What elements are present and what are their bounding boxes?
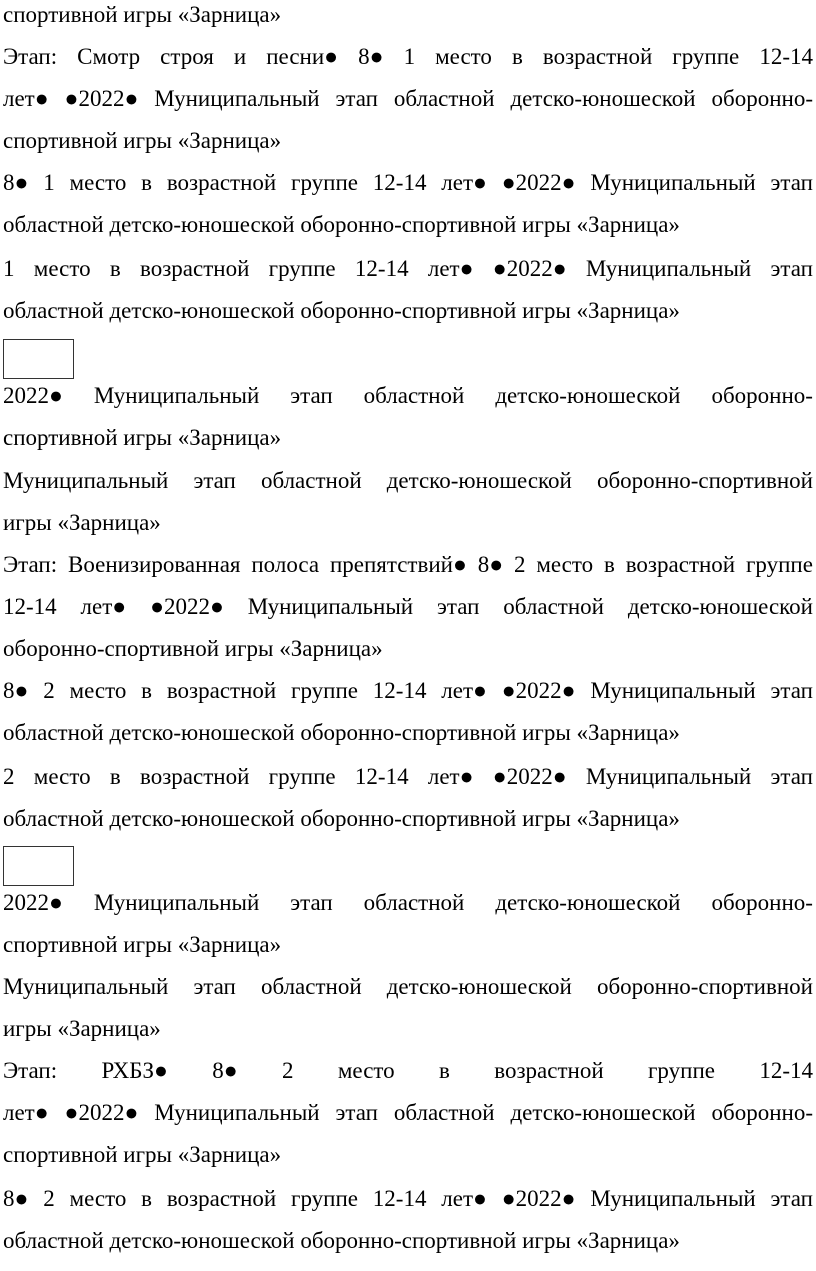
word: областной xyxy=(393,86,495,111)
word: детско-юношеской xyxy=(510,1100,696,1125)
word: Военизированная xyxy=(67,552,241,577)
word: 2 xyxy=(513,552,526,577)
word: оборонно- xyxy=(711,86,813,111)
word: ●2022● xyxy=(501,678,576,703)
word: областной xyxy=(503,594,604,619)
word: место xyxy=(33,764,91,789)
word: лет● xyxy=(427,256,474,281)
word: этап xyxy=(770,678,813,703)
word: Муниципальный xyxy=(93,383,260,408)
word: полоса xyxy=(251,552,320,577)
word: возрастной xyxy=(625,552,736,577)
text-line: областной детско-юношеской оборонно-спортивной игры «Зарница» xyxy=(3,212,680,237)
word: возрастной xyxy=(166,678,277,703)
word: 8● xyxy=(212,1058,238,1083)
word: группе xyxy=(291,1186,358,1211)
word: 12-14 xyxy=(354,256,409,281)
word: оборонно- xyxy=(711,1100,813,1125)
word: возрастной xyxy=(140,764,250,789)
word: Муниципальный xyxy=(585,256,752,281)
text-line: спортивной игры «Зарница» xyxy=(3,2,282,27)
word: Этап: xyxy=(3,44,58,69)
word: в xyxy=(109,764,121,789)
empty-image-frame xyxy=(3,846,74,886)
text-line: спортивной игры «Зарница» xyxy=(3,128,282,153)
word: место xyxy=(337,1058,395,1083)
word: Этап: xyxy=(3,1058,58,1083)
word: Муниципальный xyxy=(3,974,169,999)
word: этап xyxy=(770,256,813,281)
word: в xyxy=(109,256,121,281)
word: 2 xyxy=(3,764,15,789)
word: 12-14 xyxy=(3,594,57,619)
word: группе xyxy=(268,764,336,789)
word: этап xyxy=(436,594,480,619)
empty-image-frame xyxy=(3,339,74,379)
word: возрастной xyxy=(542,44,653,69)
word: областной xyxy=(260,468,362,493)
text-line xyxy=(3,1056,813,1086)
text-line xyxy=(3,42,813,72)
word: ●2022● xyxy=(64,1100,139,1125)
word: место xyxy=(536,552,594,577)
word: Муниципальный xyxy=(93,890,260,915)
text-line xyxy=(3,254,813,284)
word: этап xyxy=(290,890,333,915)
word: 8● xyxy=(3,678,29,703)
word: 1 xyxy=(43,170,55,195)
word: 2022● xyxy=(3,890,63,915)
word: Муниципальный xyxy=(590,678,756,703)
word: строя xyxy=(160,44,214,69)
word: оборонно-спортивной xyxy=(596,974,813,999)
word: лет● xyxy=(3,1100,49,1125)
word: областной xyxy=(260,974,362,999)
word: ●2022● xyxy=(501,170,576,195)
word: 1 xyxy=(3,256,15,281)
word: место xyxy=(33,256,91,281)
word: лет● xyxy=(427,764,474,789)
text-line: областной детско-юношеской оборонно-спортивной игры «Зарница» xyxy=(3,1228,680,1253)
word: ●2022● xyxy=(501,1186,576,1211)
text-line: спортивной игры «Зарница» xyxy=(3,425,282,450)
text-line: спортивной игры «Зарница» xyxy=(3,1142,282,1167)
word: 12-14 xyxy=(372,170,427,195)
word: в xyxy=(141,1186,153,1211)
word: возрастной xyxy=(166,170,277,195)
word: детско-юношеской xyxy=(495,383,681,408)
word: этап xyxy=(770,170,813,195)
word: этап xyxy=(290,383,333,408)
word: лет● xyxy=(441,1186,487,1211)
word: 1 xyxy=(403,44,416,69)
word: место xyxy=(69,1186,127,1211)
word: 8● xyxy=(358,44,384,69)
word: 12-14 xyxy=(759,1058,813,1083)
word: детско-юношеской xyxy=(627,594,813,619)
word: Муниципальный xyxy=(590,1186,756,1211)
word: этап xyxy=(193,468,236,493)
word: оборонно- xyxy=(711,890,813,915)
word: возрастной xyxy=(140,256,250,281)
word: Муниципальный xyxy=(590,170,756,195)
word: лет● xyxy=(441,170,487,195)
word: и xyxy=(233,44,247,69)
word: Смотр xyxy=(77,44,141,69)
word: 8● xyxy=(3,1186,29,1211)
word: этап xyxy=(770,764,813,789)
word: группе xyxy=(268,256,336,281)
text-line: областной детско-юношеской оборонно-спортивной игры «Зарница» xyxy=(3,720,680,745)
word: место xyxy=(69,170,127,195)
word: оборонно-спортивной xyxy=(596,468,813,493)
word: группе xyxy=(745,552,813,577)
word: областной xyxy=(363,383,465,408)
word: Муниципальный xyxy=(154,1100,320,1125)
text-line xyxy=(3,550,813,580)
word: лет● xyxy=(3,86,49,111)
word: в xyxy=(511,44,523,69)
text-line xyxy=(3,466,813,496)
word: возрастной xyxy=(494,1058,604,1083)
text-line: областной детско-юношеской оборонно-спортивной игры «Зарница» xyxy=(3,806,680,831)
text-line: спортивной игры «Зарница» xyxy=(3,932,282,957)
word: группе xyxy=(291,170,358,195)
word: место xyxy=(69,678,127,703)
word: группе xyxy=(672,44,740,69)
word: группе xyxy=(291,678,358,703)
word: РХБЗ● xyxy=(101,1058,168,1083)
word: место xyxy=(435,44,492,69)
word: детско-юношеской xyxy=(386,468,572,493)
text-line xyxy=(3,381,813,411)
word: Муниципальный xyxy=(3,468,169,493)
text-line xyxy=(3,762,813,792)
text-line xyxy=(3,1098,813,1128)
word: 8● xyxy=(477,552,504,577)
word: в xyxy=(141,170,153,195)
word: Муниципальный xyxy=(247,594,414,619)
word: ●2022● xyxy=(150,594,224,619)
text-line: областной детско-юношеской оборонно-спортивной игры «Зарница» xyxy=(3,298,680,323)
text-line xyxy=(3,168,813,198)
word: Муниципальный xyxy=(585,764,752,789)
word: возрастной xyxy=(166,1186,277,1211)
word: 2 xyxy=(43,678,55,703)
text-line xyxy=(3,676,813,706)
text-line xyxy=(3,84,813,114)
word: детско-юношеской xyxy=(510,86,696,111)
word: этап xyxy=(770,1186,813,1211)
word: детско-юношеской xyxy=(386,974,572,999)
word: Этап: xyxy=(3,552,58,577)
word: Муниципальный xyxy=(154,86,320,111)
word: областной xyxy=(363,890,465,915)
word: в xyxy=(439,1058,450,1083)
word: 2 xyxy=(43,1186,55,1211)
word: 12-14 xyxy=(372,678,427,703)
word: оборонно- xyxy=(711,383,813,408)
word: 12-14 xyxy=(354,764,409,789)
word: группе xyxy=(648,1058,715,1083)
word: ●2022● xyxy=(64,86,139,111)
word: этап xyxy=(193,974,236,999)
text-line: оборонно-спортивной игры «Зарница» xyxy=(3,636,383,661)
word: этап xyxy=(335,86,378,111)
word: 12-14 xyxy=(759,44,813,69)
text-line xyxy=(3,888,813,918)
word: этап xyxy=(335,1100,378,1125)
word: лет● xyxy=(80,594,127,619)
word: препятствий● xyxy=(329,552,467,577)
text-line xyxy=(3,972,813,1002)
text-line xyxy=(3,592,813,622)
word: лет● xyxy=(441,678,487,703)
text-line: игры «Зарница» xyxy=(3,1016,161,1041)
word: ●2022● xyxy=(492,256,567,281)
word: 8● xyxy=(3,170,29,195)
word: детско-юношеской xyxy=(495,890,681,915)
word: областной xyxy=(393,1100,495,1125)
word: песни● xyxy=(266,44,339,69)
word: в xyxy=(604,552,615,577)
word: 2 xyxy=(282,1058,294,1083)
text-line xyxy=(3,1184,813,1214)
word: 2022● xyxy=(3,383,63,408)
word: в xyxy=(141,678,153,703)
word: ●2022● xyxy=(492,764,567,789)
word: 12-14 xyxy=(372,1186,427,1211)
text-line: игры «Зарница» xyxy=(3,510,161,535)
